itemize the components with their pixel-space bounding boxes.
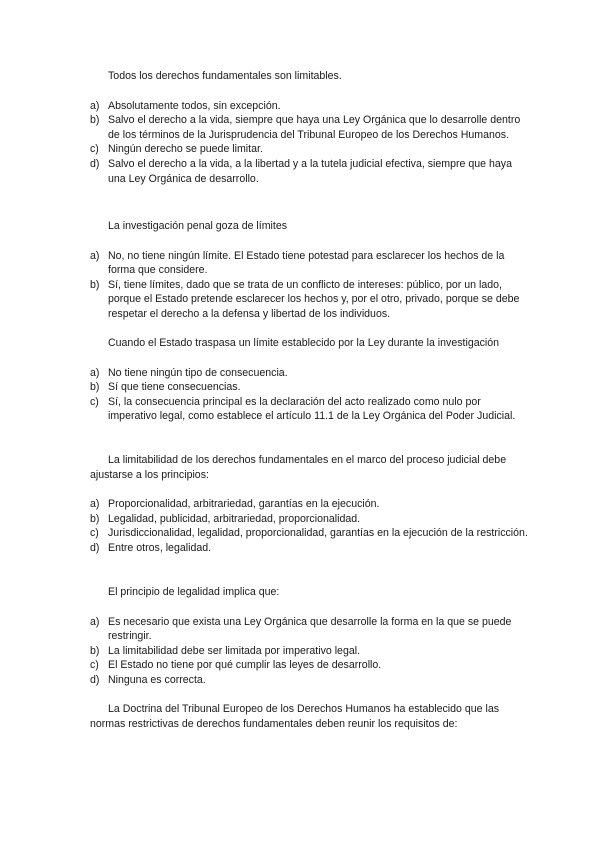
question-stem: El principio de legalidad implica que: <box>108 586 280 598</box>
option-letter: d) <box>90 157 100 170</box>
option-item <box>90 249 530 278</box>
option-list <box>90 615 530 688</box>
question-4 <box>90 453 530 556</box>
option-list <box>90 497 530 555</box>
option-letter: c) <box>90 143 99 156</box>
option-item <box>90 658 530 673</box>
option-item <box>90 99 530 114</box>
option-text: Es necesario que exista una Ley Orgánica que desarrolle la forma en la que se puede restringir. <box>108 615 512 643</box>
option-text: Ningún derecho se puede limitar. <box>108 143 263 156</box>
option-text: Jurisdiccionalidad, legalidad, proporcionalidad, garantías en la ejecución de la restricción. <box>108 527 528 540</box>
option-item <box>90 113 530 142</box>
option-text: Sí, tiene límites, dado que se trata de un conflicto de intereses: público, por un lado, porque el Estado pretende esclarecer los hechos y, por el otro, privado, porque se debe respetar el derecho a la defensa y libertad de los individuos. <box>108 278 520 320</box>
option-letter: b) <box>90 644 100 657</box>
option-letter: a) <box>90 249 100 262</box>
option-text: Sí, la consecuencia principal es la declaración del acto realizado como nulo por imperativo legal, como establece el artículo 11.1 de la Ley Orgánica del Poder Judicial. <box>108 395 516 423</box>
option-letter: a) <box>90 366 100 379</box>
option-letter: c) <box>90 395 99 408</box>
question-stem: La Doctrina del Tribunal Europeo de los Derechos Humanos ha establecido que las normas restrictivas de derechos fundamentales deben reunir los requisitos de: <box>90 703 500 730</box>
option-list <box>90 99 530 187</box>
option-list <box>90 249 530 322</box>
option-list <box>90 366 530 424</box>
question-stem: La investigación penal goza de límites <box>108 220 288 232</box>
option-text: Salvo el derecho a la vida, siempre que haya una Ley Orgánica que lo desarrolle dentro de los términos de la Jurisprudencia del Tribunal Europeo de los Derechos Humanos. <box>108 114 521 141</box>
option-letter: d) <box>90 673 100 686</box>
option-item <box>90 512 530 527</box>
option-item <box>90 615 530 644</box>
question-2 <box>90 219 530 322</box>
option-text: Salvo el derecho a la vida, a la libertad y a la tutela judicial efectiva, siempre que haya una Ley Orgánica de desarrollo. <box>108 157 512 185</box>
question-6 <box>90 702 530 731</box>
option-item <box>90 157 530 186</box>
option-text: Ninguna es correcta. <box>108 673 206 686</box>
option-letter: c) <box>90 527 99 540</box>
question-3 <box>90 336 530 424</box>
option-letter: b) <box>90 278 100 291</box>
option-item <box>90 395 530 424</box>
option-item <box>90 380 530 395</box>
option-letter: c) <box>90 659 99 672</box>
option-text: No, no tiene ningún límite. El Estado tiene potestad para esclarecer los hechos de la forma que considere. <box>108 249 505 277</box>
option-text: Sí que tiene consecuencias. <box>108 381 241 394</box>
option-text: Entre otros, legalidad. <box>108 541 212 554</box>
option-text: La limitabilidad debe ser limitada por imperativo legal. <box>108 644 361 657</box>
question-1 <box>90 69 530 186</box>
option-letter: a) <box>90 99 100 112</box>
option-item <box>90 526 530 541</box>
question-5 <box>90 585 530 688</box>
option-item <box>90 644 530 659</box>
option-item <box>90 541 530 556</box>
option-item <box>90 497 530 512</box>
option-letter: b) <box>90 512 100 525</box>
option-text: Absolutamente todos, sin excepción. <box>108 99 281 112</box>
option-text: El Estado no tiene por qué cumplir las leyes de desarrollo. <box>108 659 382 672</box>
option-letter: b) <box>90 381 100 394</box>
option-item <box>90 278 530 322</box>
option-item <box>90 673 530 688</box>
question-stem: La limitabilidad de los derechos fundamentales en el marco del proceso judicial debe ajustarse a los principios: <box>90 454 507 481</box>
question-stem: Todos los derechos fundamentales son limitables. <box>108 70 342 82</box>
option-letter: d) <box>90 541 100 554</box>
option-text: Legalidad, publicidad, arbitrariedad, proporcionalidad. <box>108 512 361 525</box>
option-text: No tiene ningún tipo de consecuencia. <box>108 366 288 379</box>
option-text: Proporcionalidad, arbitrariedad, garantías en la ejecución. <box>108 498 380 511</box>
option-item <box>90 366 530 381</box>
question-stem: Cuando el Estado traspasa un límite establecido por la Ley durante la investigación <box>108 337 500 349</box>
option-item <box>90 142 530 157</box>
option-letter: a) <box>90 615 100 628</box>
option-letter: a) <box>90 498 100 511</box>
option-letter: b) <box>90 114 100 127</box>
